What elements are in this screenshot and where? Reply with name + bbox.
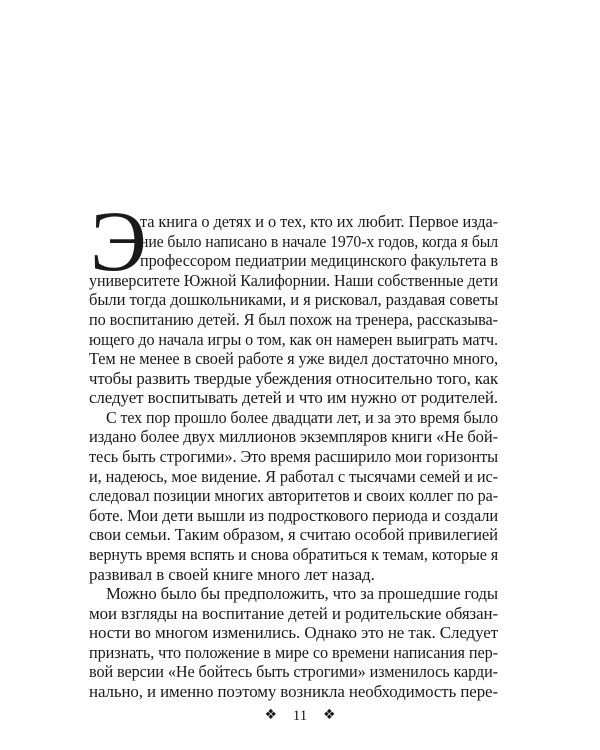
text-line: развивал в своей книге много лет назад. [89,565,375,584]
text-line: по воспитанию детей. Я был похож на тренера, рассказыва- [89,310,498,329]
page-number: 11 [292,708,308,724]
ornament-icon: ❖ [322,707,336,723]
text-line: университете Южной Калифорнии. Наши собственные дети [89,271,498,290]
text-line: издано более двух миллионов экземпляров книги «Не бой- [89,427,499,446]
text-line: нально, и именно поэтому возникла необходимость пере- [89,682,499,701]
text-line: боте. Мои дети вышли из подросткового периода и создали [89,506,499,525]
text-line: чтобы развить твердые убеждения относительно того, как [89,369,499,388]
text-line: были тогда дошкольниками, и я рисковал, раздавая советы [89,290,499,309]
text-line: ющего до начала игры о том, как он намерен выиграть матч. [89,330,498,349]
text-line: та книга о детях и о тех, кто их любит. Первое изда- [140,212,498,231]
drop-cap: Э [90,193,147,289]
text-line: следовал позиции многих авторитетов и своих коллег по ра- [89,486,498,505]
text-line: вой версии «Не бойтесь быть строгими» изменилось карди- [89,662,498,681]
text-line: мои взгляды на воспитание детей и родительские обязан- [89,604,498,623]
ornament-icon: ❖ [264,707,278,723]
text-line: ние было написано в начале 1970-х годов, когда я был [140,232,499,251]
text-line: и, надеюсь, мое видение. Я работал с тысячами семей и ис- [89,467,498,486]
text-line: Тем не менее в своей работе я уже видел достаточно много, [89,349,498,368]
text-line: следует воспитывать детей и что им нужно от родителей. [89,388,499,407]
text-line: ности во многом изменились. Однако это не так. Следует [89,623,498,642]
page-footer [0,707,600,725]
text-line: С тех пор прошло более двадцати лет, и за это время было [106,408,498,427]
text-line: вернуть время вспять и снова обратиться к темам, которые я [89,545,499,564]
text-line: признать, что положение в мире со времени написания пер- [89,643,498,662]
text-line: свои семьи. Таким образом, я считаю особой привилегией [89,525,498,544]
text-line: Можно было бы предположить, что за прошедшие годы [106,584,498,603]
text-line: тесь быть строгими». Это время расширило мои горизонты [89,447,499,466]
text-line: профессором педиатрии медицинского факультета в [140,251,499,270]
